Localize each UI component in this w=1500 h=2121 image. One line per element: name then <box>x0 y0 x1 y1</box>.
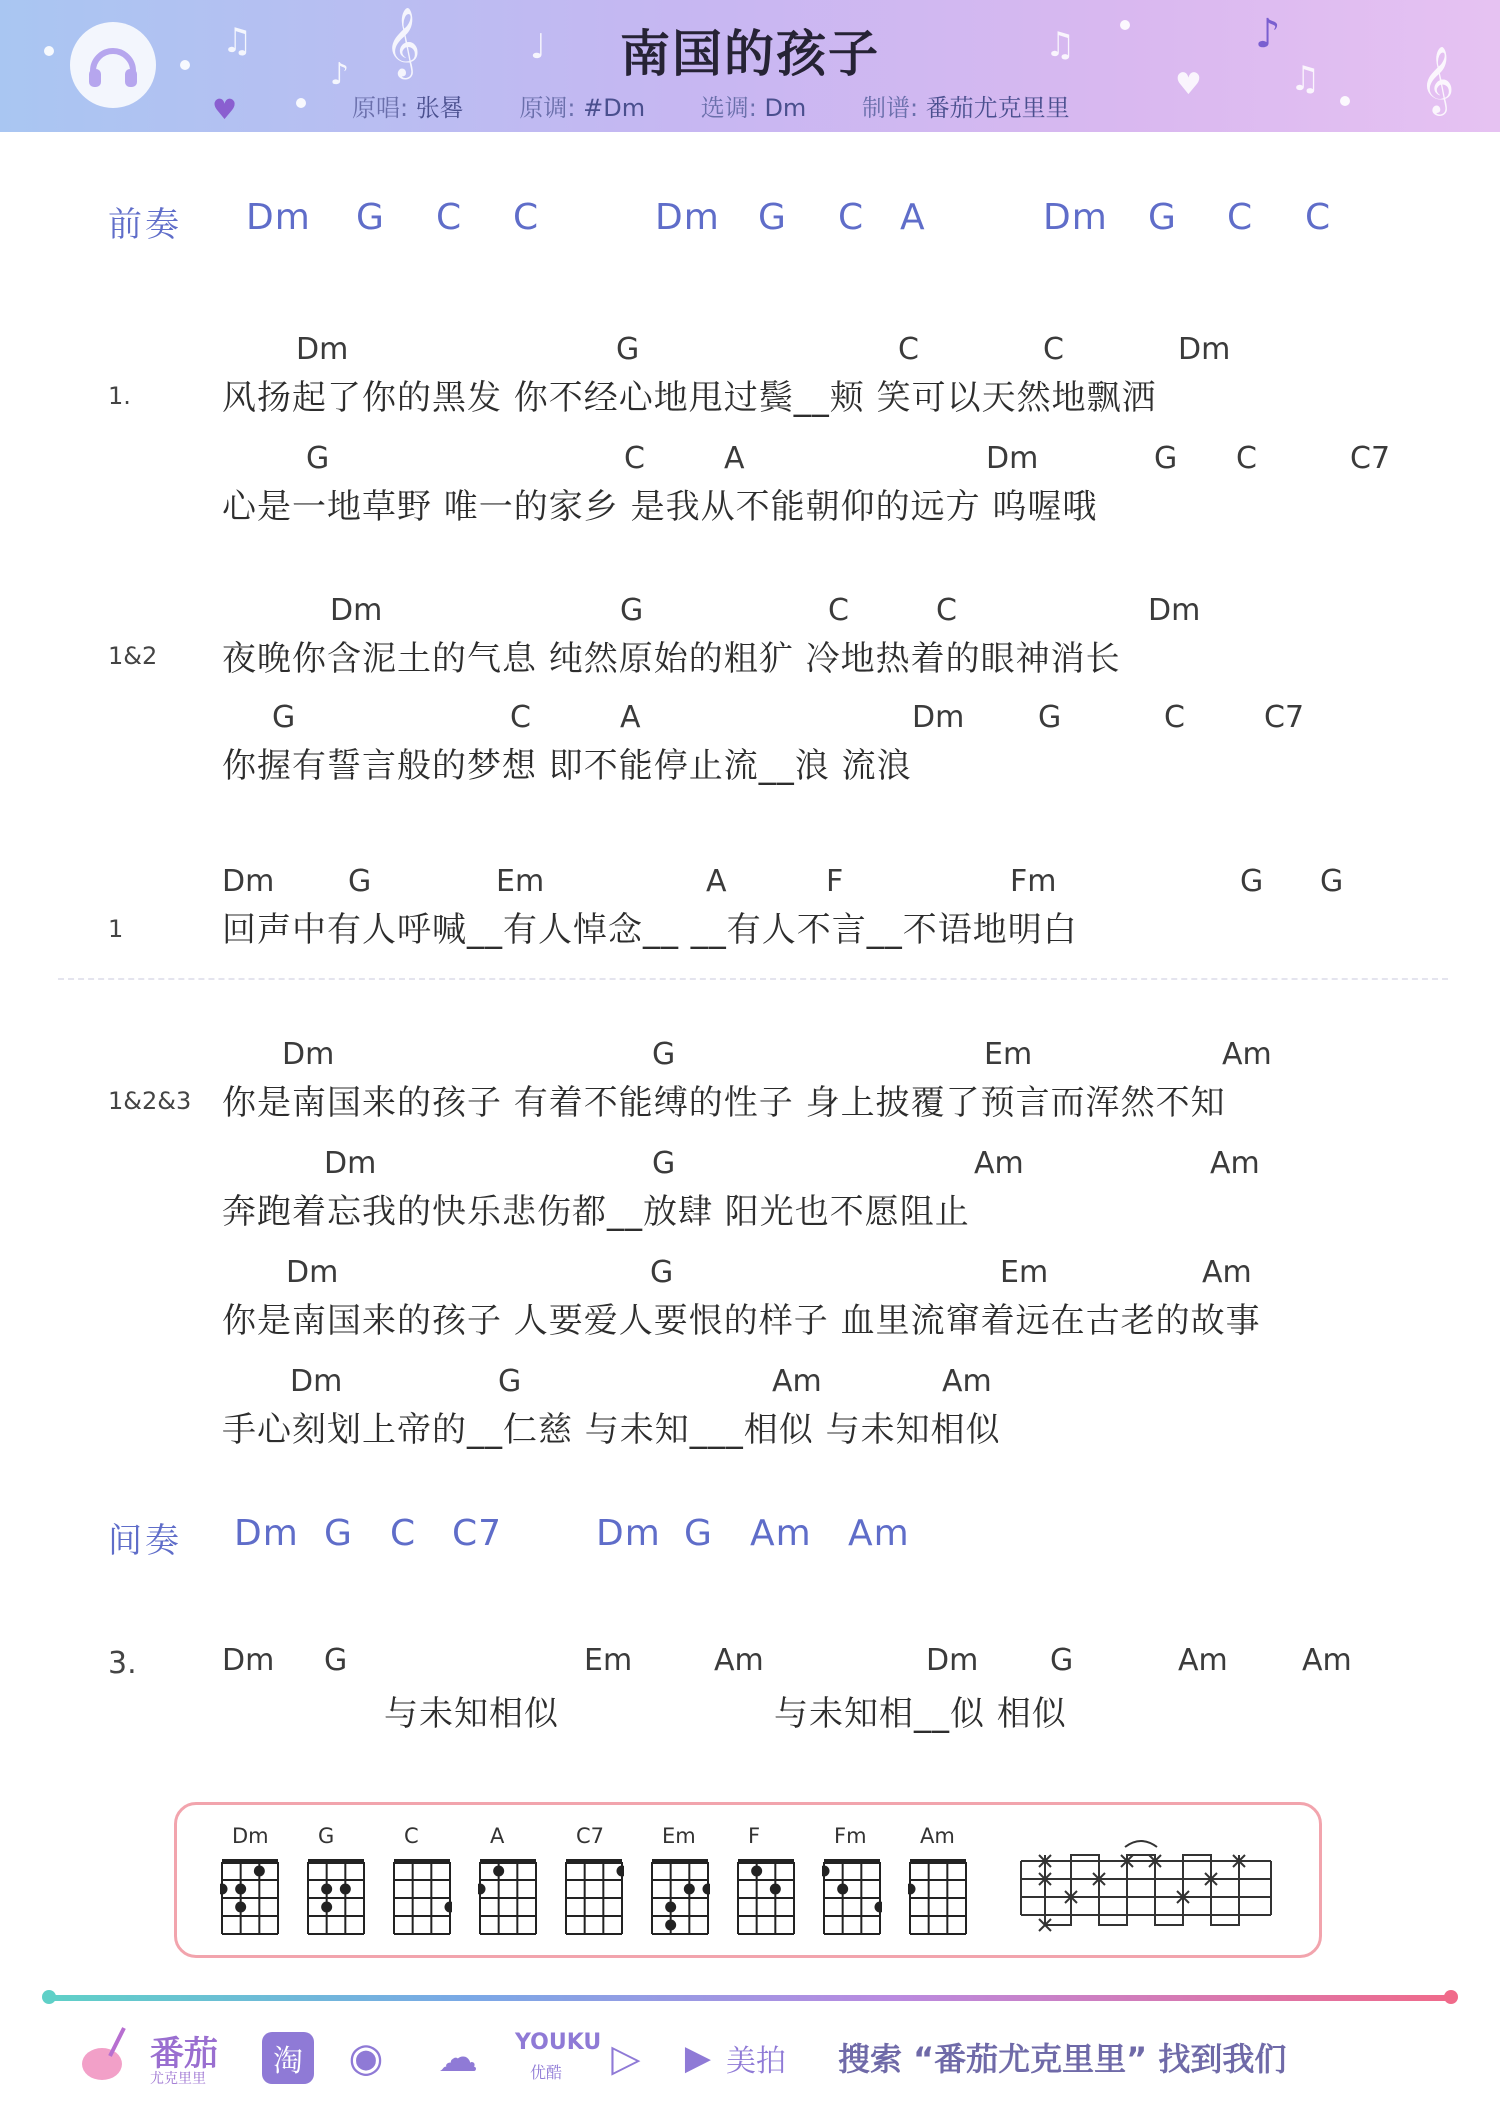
chord: G <box>1154 441 1178 476</box>
chord: Am <box>772 1364 822 1399</box>
chord: Fm <box>1010 864 1057 899</box>
chord: Em <box>584 1643 633 1678</box>
taobao-icon[interactable]: 淘 <box>262 2032 314 2084</box>
intro-chord: C <box>436 197 463 238</box>
intro-chord: G <box>1148 197 1177 238</box>
meta-arranger: 番茄尤克里里 <box>925 94 1070 122</box>
chord-diagram-name: Dm <box>232 1824 269 1848</box>
chord: C <box>510 700 531 735</box>
chord: G <box>616 332 640 367</box>
bridge-label: 1 <box>108 915 124 943</box>
chord: C7 <box>1350 441 1391 476</box>
meipai-label[interactable]: 美拍 <box>726 2044 786 2079</box>
lyric-line: 风扬起了你的黑发 你不经心地甩过鬓__颊 笑可以天然地飘洒 <box>222 378 1157 418</box>
brand-sub: 尤克里里 <box>150 2071 206 2087</box>
chord: Dm <box>1178 332 1231 367</box>
chord: C <box>624 441 645 476</box>
chord-diagram-name: Fm <box>834 1824 867 1848</box>
chord: Am <box>1178 1643 1228 1678</box>
chord-diagram-name: F <box>748 1824 761 1848</box>
meta-chosen-key: Dm <box>764 94 807 122</box>
chord: Dm <box>290 1364 343 1399</box>
interlude-chord: C7 <box>452 1513 503 1554</box>
song-title: 南国的孩子 <box>620 25 880 83</box>
interlude-label: 间奏 <box>108 1521 182 1561</box>
lyric-line: 与未知相__似 相似 <box>774 1694 1067 1734</box>
lyric-line: 你是南国来的孩子 有着不能缚的性子 身上披覆了预言而浑然不知 <box>222 1083 1226 1123</box>
chord: Am <box>1222 1037 1272 1072</box>
chord: Em <box>984 1037 1033 1072</box>
chord: Dm <box>926 1643 979 1678</box>
wechat-icon[interactable]: ☁ <box>438 2035 478 2081</box>
treble-clef-icon: 𝄞 <box>1420 45 1455 113</box>
chord: C <box>1043 332 1064 367</box>
chord: Am <box>1202 1255 1252 1290</box>
chord: Am <box>1210 1146 1260 1181</box>
search-cta: 搜索 “番茄尤克里里” 找到我们 <box>838 2040 1287 2078</box>
chord-diagram-f <box>736 1858 796 1938</box>
chord: C <box>936 593 957 628</box>
lyric-line: 奔跑着忘我的快乐悲伤都__放肆 阳光也不愿阻止 <box>222 1192 970 1232</box>
footer <box>0 2020 1500 2110</box>
interlude-chord: G <box>684 1513 713 1554</box>
chord: G <box>620 593 644 628</box>
chord-diagram-em <box>650 1858 710 1938</box>
camera-icon[interactable]: ▶ <box>684 2038 712 2078</box>
chord: C <box>898 332 919 367</box>
music-note-icon: ♫ <box>1045 25 1076 65</box>
chord: Am <box>714 1643 764 1678</box>
chord: C <box>1164 700 1185 735</box>
chord: G <box>272 700 296 735</box>
chord: G <box>652 1037 676 1072</box>
intro-chord: C <box>513 197 540 238</box>
footer-dot <box>42 1990 56 2004</box>
lyric-line: 夜晚你含泥土的气息 纯然原始的粗犷 冷地热着的眼神消长 <box>222 639 1121 679</box>
intro-chord: G <box>758 197 787 238</box>
chord-diagram-name: A <box>490 1824 505 1848</box>
chord-diagram-c <box>392 1858 452 1938</box>
interlude-chord: Dm <box>234 1513 299 1554</box>
intro-chord: Dm <box>246 197 311 238</box>
chord: C <box>828 593 849 628</box>
chord: Am <box>974 1146 1024 1181</box>
chord-diagram-name: C <box>404 1824 419 1848</box>
chord-diagram-am <box>908 1858 968 1938</box>
meta-label: 原调: <box>519 94 576 122</box>
brand-name: 番茄 <box>150 2034 218 2074</box>
youku-label[interactable]: YOUKU <box>515 2030 602 2055</box>
chord-diagram-name: G <box>318 1824 335 1848</box>
interlude-chord: C <box>390 1513 417 1554</box>
intro-label: 前奏 <box>108 205 182 245</box>
meta-original-key: #Dm <box>583 94 646 122</box>
meta-label: 制谱: <box>861 94 919 122</box>
chord: G <box>324 1643 348 1678</box>
chord: A <box>706 864 727 899</box>
heart-icon: ♥ <box>1175 67 1202 102</box>
intro-chord: C <box>838 197 865 238</box>
chord: Dm <box>222 864 275 899</box>
music-note-icon: ♪ <box>1255 11 1281 57</box>
chord: Dm <box>1148 593 1201 628</box>
weibo-icon[interactable]: ◉ <box>348 2035 384 2081</box>
interlude-chord: Dm <box>596 1513 661 1554</box>
chord: G <box>1038 700 1062 735</box>
meta-label: 选调: <box>700 94 757 122</box>
play-icon[interactable]: ▷ <box>611 2036 641 2080</box>
chord-diagram-fm <box>822 1858 882 1938</box>
verse-2-label: 1&2 <box>108 642 158 670</box>
guitar-icon: 𝄞 <box>385 7 421 77</box>
interlude-chord: G <box>324 1513 353 1554</box>
meta-label: 原唱: <box>352 94 409 122</box>
interlude-chord: Am <box>848 1513 910 1554</box>
chord: G <box>1050 1643 1074 1678</box>
chord: Dm <box>286 1255 339 1290</box>
chord: F <box>826 864 844 899</box>
lyric-line: 手心刻划上帝的__仁慈 与未知___相似 与未知相似 <box>222 1410 1001 1450</box>
chord: Em <box>496 864 545 899</box>
chord-diagram-dm <box>220 1858 280 1938</box>
chord-diagram-c7 <box>564 1858 624 1938</box>
chord: G <box>1320 864 1344 899</box>
outro-label: 3. <box>108 1646 137 1681</box>
chord: A <box>724 441 745 476</box>
chord: Dm <box>986 441 1039 476</box>
chord: Em <box>1000 1255 1049 1290</box>
youku-sub: 优酷 <box>530 2063 563 2082</box>
chord-diagram-name: Am <box>920 1824 955 1848</box>
chord: Dm <box>282 1037 335 1072</box>
strumming-pattern <box>1015 1835 1277 1935</box>
lyric-line: 回声中有人呼喊__有人悼念__ __有人不言__不语地明白 <box>222 910 1078 950</box>
meta-singer: 张晷 <box>415 94 464 122</box>
decor-dot <box>1340 96 1350 106</box>
chord: G <box>1240 864 1264 899</box>
decor-dot <box>296 98 306 108</box>
chord-diagram-g <box>306 1858 366 1938</box>
song-meta <box>352 88 1118 120</box>
chord: A <box>620 700 641 735</box>
chord: G <box>498 1364 522 1399</box>
intro-chord: C <box>1227 197 1254 238</box>
chord: Am <box>1302 1643 1352 1678</box>
chord: C <box>1236 441 1257 476</box>
footer-dot <box>1444 1990 1458 2004</box>
intro-chord: A <box>900 197 926 238</box>
chord: Dm <box>324 1146 377 1181</box>
chord: G <box>652 1146 676 1181</box>
chord: G <box>306 441 330 476</box>
music-note-icon: ♫ <box>1290 59 1321 99</box>
intro-chord: C <box>1305 197 1332 238</box>
header-banner <box>0 0 1500 132</box>
chord: Dm <box>912 700 965 735</box>
music-note-icon: ♩ <box>530 27 547 67</box>
intro-chord: Dm <box>655 197 720 238</box>
lyric-line: 你是南国来的孩子 人要爱人要恨的样子 血里流窜着远在古老的故事 <box>222 1301 1261 1341</box>
music-note-icon: ♫ <box>222 21 253 61</box>
chorus-label: 1&2&3 <box>108 1087 192 1115</box>
section-divider <box>58 978 1448 980</box>
tomato-logo-icon <box>80 2026 128 2082</box>
interlude-chord: Am <box>750 1513 812 1554</box>
lyric-line: 心是一地草野 唯一的家乡 是我从不能朝仰的远方 呜喔哦 <box>222 487 1098 527</box>
chord-diagram-a <box>478 1858 538 1938</box>
chord: Am <box>942 1364 992 1399</box>
chord-diagram-name: C7 <box>576 1824 605 1848</box>
heart-icon: ♥ <box>212 93 238 126</box>
chord: G <box>348 864 372 899</box>
intro-chord: Dm <box>1043 197 1108 238</box>
chord-diagram-name: Em <box>662 1824 696 1848</box>
intro-chord: G <box>356 197 385 238</box>
music-note-icon: ♪ <box>330 57 350 92</box>
lyric-line: 你握有誓言般的梦想 即不能停止流__浪 流浪 <box>222 746 912 786</box>
chord: Dm <box>222 1643 275 1678</box>
chord: G <box>650 1255 674 1290</box>
chord: Dm <box>330 593 383 628</box>
chord: C7 <box>1264 700 1305 735</box>
footer-gradient-line <box>48 1995 1452 2001</box>
lyric-line: 与未知相似 <box>384 1694 559 1734</box>
verse-1-label: 1. <box>108 382 131 410</box>
chord: Dm <box>296 332 349 367</box>
